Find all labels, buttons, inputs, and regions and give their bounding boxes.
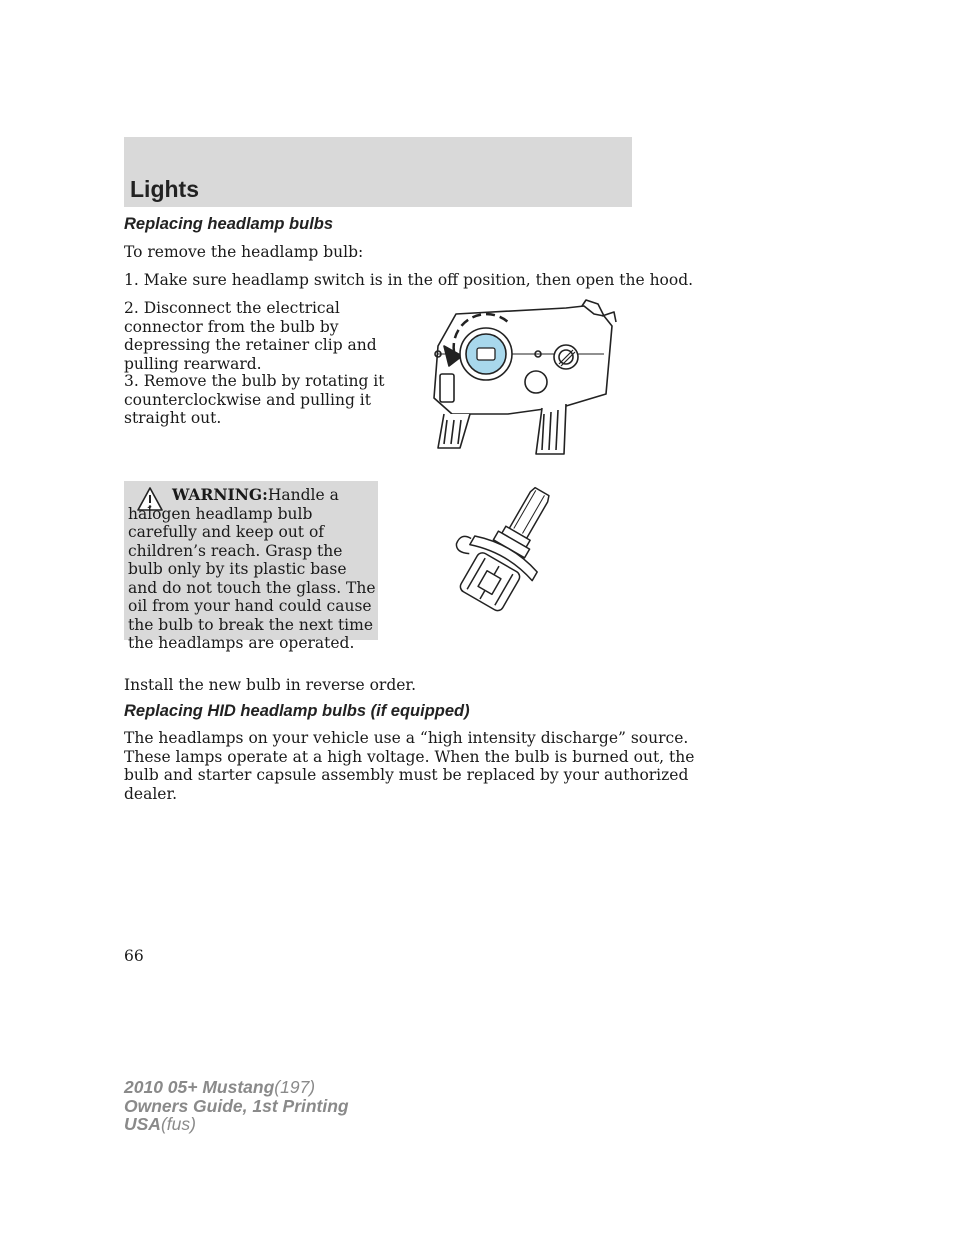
step-2-line: 2. Disconnect the electrical xyxy=(124,299,340,317)
headlamp-assembly-illustration xyxy=(416,298,620,460)
step-2-line: connector from the bulb by xyxy=(124,317,339,336)
page-number: 66 xyxy=(124,947,144,965)
hid-line: dealer. xyxy=(124,784,178,803)
footer-line-1 xyxy=(124,1078,349,1097)
step-3-line: 3. Remove the bulb by rotating it xyxy=(124,372,385,390)
hid-line: bulb and starter capsule assembly must be replaced by your authorized xyxy=(124,766,689,784)
install-text: Install the new bulb in reverse order. xyxy=(124,676,417,694)
footer-line-2: Owners Guide, 1st Printing xyxy=(124,1095,349,1116)
footer-model: 2010 05+ Mustang xyxy=(124,1077,275,1097)
section-header-band xyxy=(124,137,632,207)
warning-body: Handle a halogen headlamp bulb carefully and keep out of children’s reach. Grasp the bulb only by its plastic base and do not touch the glass. The oil from your hand could cause the bulb to break the next time the headlamps are operated. xyxy=(128,486,376,652)
step-3-line: straight out. xyxy=(124,409,222,427)
step-2-text xyxy=(124,299,377,373)
step-2-line: depressing the retainer clip and xyxy=(124,336,377,354)
footer-region: USA xyxy=(124,1114,161,1134)
step-3-line: counterclockwise and pulling it xyxy=(124,390,371,409)
print-footer xyxy=(124,1078,349,1134)
footer-line-3 xyxy=(124,1115,349,1134)
hid-line: These lamps operate at a high voltage. When the bulb is burned out, the xyxy=(124,747,695,766)
heading-replacing-headlamp-bulbs: Replacing headlamp bulbs xyxy=(124,215,334,233)
hid-line: The headlamps on your vehicle use a “high intensity discharge” source. xyxy=(124,729,689,747)
heading-replacing-hid-bulbs: Replacing HID headlamp bulbs (if equipped) xyxy=(124,702,470,720)
warning-text xyxy=(128,486,378,653)
warning-box xyxy=(124,481,378,652)
step-3-text xyxy=(124,372,385,428)
intro-text: To remove the headlamp bulb: xyxy=(124,243,364,261)
warning-label: WARNING: xyxy=(172,485,268,504)
footer-region-code: (fus) xyxy=(160,1114,196,1134)
step-2-line: pulling rearward. xyxy=(124,354,262,373)
hid-paragraph xyxy=(124,729,694,803)
section-title: Lights xyxy=(130,176,199,202)
halogen-bulb-illustration xyxy=(440,478,572,630)
footer-model-code: (197) xyxy=(274,1077,316,1097)
step-1-text: 1. Make sure headlamp switch is in the off position, then open the hood. xyxy=(124,271,694,289)
